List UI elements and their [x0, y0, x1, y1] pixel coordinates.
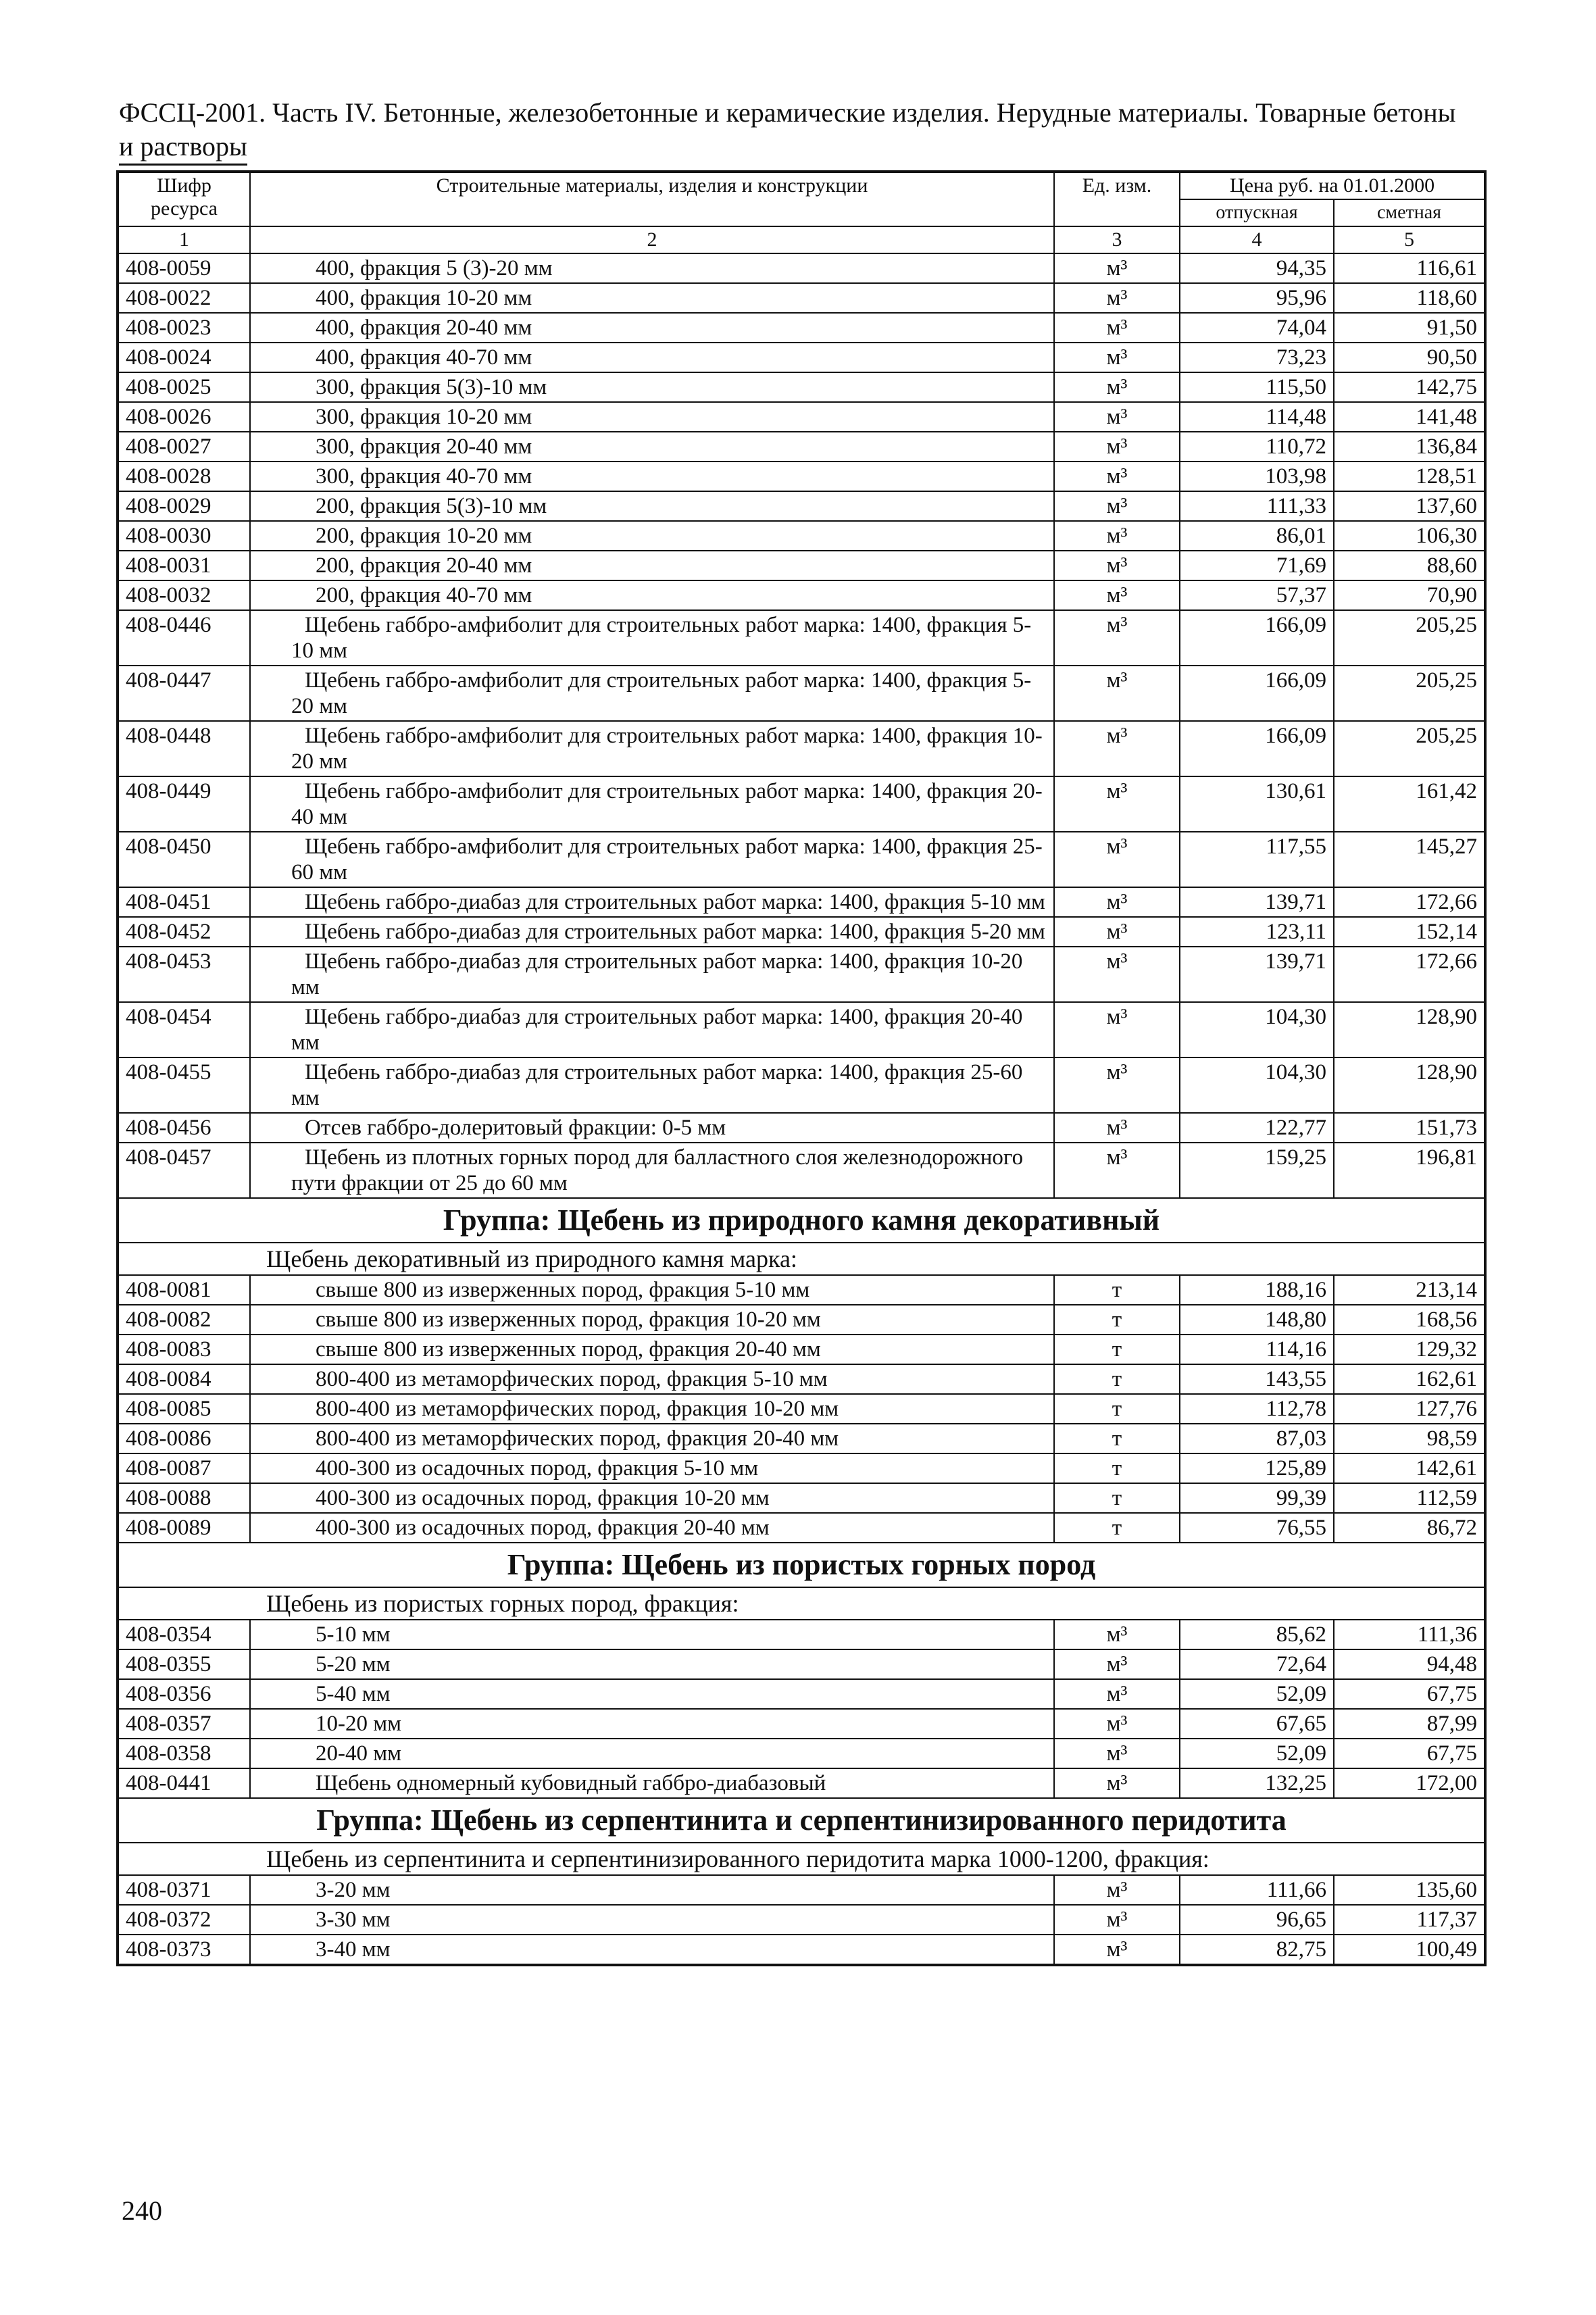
estimate-price: 67,75 — [1334, 1739, 1485, 1768]
subgroup-title: Щебень декоративный из природного камня марка: — [118, 1243, 1485, 1275]
estimate-price: 128,51 — [1334, 462, 1485, 491]
release-price: 130,61 — [1180, 776, 1334, 832]
resource-code: 408-0031 — [118, 551, 250, 580]
release-price: 82,75 — [1180, 1935, 1334, 1965]
unit: м³ — [1054, 283, 1180, 313]
unit: м³ — [1054, 551, 1180, 580]
resource-code: 408-0446 — [118, 610, 250, 666]
unit: м³ — [1054, 1113, 1180, 1143]
material-name: Щебень габбро-амфиболит для строительных работ марка: 1400, фракция 20-40 мм — [250, 776, 1054, 832]
material-name: 400-300 из осадочных пород, фракция 20-40 мм — [250, 1513, 1054, 1543]
price-table — [116, 170, 1487, 1966]
table-row — [118, 580, 1485, 610]
unit: м³ — [1054, 432, 1180, 462]
estimate-price: 128,90 — [1334, 1057, 1485, 1113]
table-row — [118, 521, 1485, 551]
table-row — [118, 372, 1485, 402]
estimate-price: 136,84 — [1334, 432, 1485, 462]
estimate-price: 86,72 — [1334, 1513, 1485, 1543]
estimate-price: 172,66 — [1334, 887, 1485, 917]
resource-code: 408-0085 — [118, 1394, 250, 1424]
estimate-price: 129,32 — [1334, 1335, 1485, 1364]
material-name: 400, фракция 40-70 мм — [250, 343, 1054, 372]
material-name: 800-400 из метаморфических пород, фракция 10-20 мм — [250, 1394, 1054, 1424]
col-number: 2 — [250, 226, 1054, 253]
header-subtitle: и растворы — [119, 130, 247, 166]
material-name: 3-40 мм — [250, 1935, 1054, 1965]
unit: м³ — [1054, 1679, 1180, 1709]
release-price: 139,71 — [1180, 947, 1334, 1002]
table-row — [118, 1275, 1485, 1305]
material-name: Щебень габбро-диабаз для строительных работ марка: 1400, фракция 25-60 мм — [250, 1057, 1054, 1113]
material-name: свыше 800 из изверженных пород, фракция 20-40 мм — [250, 1335, 1054, 1364]
table-row — [118, 1335, 1485, 1364]
table-row — [118, 1143, 1485, 1198]
release-price: 99,39 — [1180, 1483, 1334, 1513]
estimate-price: 94,48 — [1334, 1649, 1485, 1679]
estimate-price: 142,75 — [1334, 372, 1485, 402]
table-row — [118, 666, 1485, 721]
release-price: 166,09 — [1180, 610, 1334, 666]
group-header-row — [118, 1198, 1485, 1243]
resource-code: 408-0371 — [118, 1875, 250, 1905]
page-header — [119, 96, 1484, 166]
unit: м³ — [1054, 1905, 1180, 1935]
col-header-release-price: отпускная — [1180, 199, 1334, 226]
estimate-price: 172,66 — [1334, 947, 1485, 1002]
estimate-price: 162,61 — [1334, 1364, 1485, 1394]
unit: т — [1054, 1453, 1180, 1483]
material-name: 800-400 из метаморфических пород, фракция 5-10 мм — [250, 1364, 1054, 1394]
col-header-unit: Ед. изм. — [1054, 172, 1180, 226]
material-name: 400-300 из осадочных пород, фракция 10-20 мм — [250, 1483, 1054, 1513]
table-row — [118, 1424, 1485, 1453]
resource-code: 408-0084 — [118, 1364, 250, 1394]
unit: м³ — [1054, 917, 1180, 947]
material-name: 200, фракция 5(3)-10 мм — [250, 491, 1054, 521]
resource-code: 408-0354 — [118, 1620, 250, 1649]
resource-code: 408-0088 — [118, 1483, 250, 1513]
group-title: Группа: Щебень из серпентинита и серпентинизированного перидотита — [118, 1798, 1485, 1843]
col-header-name: Строительные материалы, изделия и конструкции — [250, 172, 1054, 226]
unit: м³ — [1054, 721, 1180, 776]
material-name: Щебень габбро-амфиболит для строительных работ марка: 1400, фракция 25-60 мм — [250, 832, 1054, 887]
resource-code: 408-0089 — [118, 1513, 250, 1543]
unit: м³ — [1054, 343, 1180, 372]
release-price: 115,50 — [1180, 372, 1334, 402]
estimate-price: 87,99 — [1334, 1709, 1485, 1739]
material-name: Щебень габбро-диабаз для строительных работ марка: 1400, фракция 5-20 мм — [250, 917, 1054, 947]
resource-code: 408-0355 — [118, 1649, 250, 1679]
release-price: 95,96 — [1180, 283, 1334, 313]
material-name: 400, фракция 5 (3)-20 мм — [250, 253, 1054, 283]
group-header-row — [118, 1798, 1485, 1843]
unit: м³ — [1054, 1768, 1180, 1798]
resource-code: 408-0455 — [118, 1057, 250, 1113]
material-name: 10-20 мм — [250, 1709, 1054, 1739]
table-row — [118, 947, 1485, 1002]
estimate-price: 128,90 — [1334, 1002, 1485, 1057]
table-row — [118, 1305, 1485, 1335]
unit: м³ — [1054, 1935, 1180, 1965]
unit: м³ — [1054, 1739, 1180, 1768]
release-price: 96,65 — [1180, 1905, 1334, 1935]
page-number: 240 — [122, 2195, 162, 2226]
unit: м³ — [1054, 887, 1180, 917]
material-name: 300, фракция 5(3)-10 мм — [250, 372, 1054, 402]
release-price: 73,23 — [1180, 343, 1334, 372]
table-row — [118, 283, 1485, 313]
release-price: 122,77 — [1180, 1113, 1334, 1143]
resource-code: 408-0450 — [118, 832, 250, 887]
release-price: 104,30 — [1180, 1057, 1334, 1113]
column-numbers-row — [118, 226, 1485, 253]
table-row — [118, 776, 1485, 832]
table-row — [118, 551, 1485, 580]
material-name: Щебень габбро-диабаз для строительных работ марка: 1400, фракция 10-20 мм — [250, 947, 1054, 1002]
table-row — [118, 1394, 1485, 1424]
unit: м³ — [1054, 491, 1180, 521]
material-name: 5-20 мм — [250, 1649, 1054, 1679]
table-row — [118, 887, 1485, 917]
estimate-price: 135,60 — [1334, 1875, 1485, 1905]
release-price: 166,09 — [1180, 666, 1334, 721]
resource-code: 408-0087 — [118, 1453, 250, 1483]
estimate-price: 151,73 — [1334, 1113, 1485, 1143]
table-row — [118, 1002, 1485, 1057]
release-price: 57,37 — [1180, 580, 1334, 610]
table-row — [118, 1709, 1485, 1739]
unit: м³ — [1054, 1143, 1180, 1198]
unit: т — [1054, 1483, 1180, 1513]
table-row — [118, 1935, 1485, 1965]
unit: т — [1054, 1364, 1180, 1394]
resource-code: 408-0029 — [118, 491, 250, 521]
table-body — [118, 253, 1485, 1965]
material-name: 200, фракция 40-70 мм — [250, 580, 1054, 610]
resource-code: 408-0452 — [118, 917, 250, 947]
resource-code: 408-0082 — [118, 1305, 250, 1335]
estimate-price: 205,25 — [1334, 666, 1485, 721]
release-price: 67,65 — [1180, 1709, 1334, 1739]
estimate-price: 161,42 — [1334, 776, 1485, 832]
material-name: Щебень габбро-амфиболит для строительных работ марка: 1400, фракция 10-20 мм — [250, 721, 1054, 776]
resource-code: 408-0447 — [118, 666, 250, 721]
unit: м³ — [1054, 1649, 1180, 1679]
resource-code: 408-0025 — [118, 372, 250, 402]
resource-code: 408-0358 — [118, 1739, 250, 1768]
table-row — [118, 1620, 1485, 1649]
estimate-price: 145,27 — [1334, 832, 1485, 887]
estimate-price: 141,48 — [1334, 402, 1485, 432]
resource-code: 408-0441 — [118, 1768, 250, 1798]
material-name: 3-20 мм — [250, 1875, 1054, 1905]
group-header-row — [118, 1543, 1485, 1587]
col-header-price: Цена руб. на 01.01.2000 — [1180, 172, 1485, 199]
table-row — [118, 1905, 1485, 1935]
unit: м³ — [1054, 372, 1180, 402]
resource-code: 408-0451 — [118, 887, 250, 917]
table-row — [118, 1453, 1485, 1483]
resource-code: 408-0457 — [118, 1143, 250, 1198]
unit: м³ — [1054, 462, 1180, 491]
material-name: 400, фракция 10-20 мм — [250, 283, 1054, 313]
material-name: Щебень габбро-диабаз для строительных работ марка: 1400, фракция 20-40 мм — [250, 1002, 1054, 1057]
table-row — [118, 1057, 1485, 1113]
estimate-price: 205,25 — [1334, 610, 1485, 666]
table-row — [118, 1513, 1485, 1543]
material-name: Щебень габбро-амфиболит для строительных работ марка: 1400, фракция 5-10 мм — [250, 610, 1054, 666]
estimate-price: 111,36 — [1334, 1620, 1485, 1649]
resource-code: 408-0372 — [118, 1905, 250, 1935]
resource-code: 408-0024 — [118, 343, 250, 372]
material-name: Щебень из плотных горных пород для балластного слоя железнодорожного пути фракции от 25 до 60 мм — [250, 1143, 1054, 1198]
header-title: ФССЦ-2001. Часть IV. Бетонные, железобетонные и керамические изделия. Нерудные материалы. Товарные бетоны — [119, 97, 1456, 128]
unit: м³ — [1054, 253, 1180, 283]
estimate-price: 112,59 — [1334, 1483, 1485, 1513]
release-price: 132,25 — [1180, 1768, 1334, 1798]
unit: м³ — [1054, 832, 1180, 887]
table-row — [118, 402, 1485, 432]
estimate-price: 116,61 — [1334, 253, 1485, 283]
unit: т — [1054, 1275, 1180, 1305]
resource-code: 408-0032 — [118, 580, 250, 610]
material-name: 5-40 мм — [250, 1679, 1054, 1709]
release-price: 148,80 — [1180, 1305, 1334, 1335]
release-price: 52,09 — [1180, 1739, 1334, 1768]
resource-code: 408-0023 — [118, 313, 250, 343]
release-price: 111,66 — [1180, 1875, 1334, 1905]
release-price: 86,01 — [1180, 521, 1334, 551]
unit: т — [1054, 1305, 1180, 1335]
material-name: 800-400 из метаморфических пород, фракция 20-40 мм — [250, 1424, 1054, 1453]
material-name: Щебень габбро-диабаз для строительных работ марка: 1400, фракция 5-10 мм — [250, 887, 1054, 917]
release-price: 125,89 — [1180, 1453, 1334, 1483]
release-price: 159,25 — [1180, 1143, 1334, 1198]
material-name: Щебень габбро-амфиболит для строительных работ марка: 1400, фракция 5-20 мм — [250, 666, 1054, 721]
col-number: 1 — [118, 226, 250, 253]
resource-code: 408-0086 — [118, 1424, 250, 1453]
table-row — [118, 1649, 1485, 1679]
subgroup-title: Щебень из серпентинита и серпентинизированного перидотита марка 1000-1200, фракция: — [118, 1843, 1485, 1875]
release-price: 74,04 — [1180, 313, 1334, 343]
resource-code: 408-0027 — [118, 432, 250, 462]
resource-code: 408-0022 — [118, 283, 250, 313]
table-row — [118, 491, 1485, 521]
material-name: 300, фракция 20-40 мм — [250, 432, 1054, 462]
material-name: 300, фракция 40-70 мм — [250, 462, 1054, 491]
release-price: 188,16 — [1180, 1275, 1334, 1305]
unit: м³ — [1054, 580, 1180, 610]
release-price: 166,09 — [1180, 721, 1334, 776]
table-row — [118, 432, 1485, 462]
col-number: 5 — [1334, 226, 1485, 253]
table-row — [118, 1113, 1485, 1143]
unit: м³ — [1054, 1709, 1180, 1739]
col-number: 4 — [1180, 226, 1334, 253]
unit: м³ — [1054, 1620, 1180, 1649]
release-price: 114,16 — [1180, 1335, 1334, 1364]
release-price: 112,78 — [1180, 1394, 1334, 1424]
table-row — [118, 313, 1485, 343]
col-header-estimate-price: сметная — [1334, 199, 1485, 226]
resource-code: 408-0356 — [118, 1679, 250, 1709]
estimate-price: 91,50 — [1334, 313, 1485, 343]
col-number: 3 — [1054, 226, 1180, 253]
estimate-price: 106,30 — [1334, 521, 1485, 551]
estimate-price: 70,90 — [1334, 580, 1485, 610]
col-header-code: Шифр ресурса — [118, 172, 250, 226]
material-name: 200, фракция 10-20 мм — [250, 521, 1054, 551]
release-price: 139,71 — [1180, 887, 1334, 917]
estimate-price: 117,37 — [1334, 1905, 1485, 1935]
estimate-price: 196,81 — [1334, 1143, 1485, 1198]
material-name: 400-300 из осадочных пород, фракция 5-10 мм — [250, 1453, 1054, 1483]
release-price: 103,98 — [1180, 462, 1334, 491]
resource-code: 408-0026 — [118, 402, 250, 432]
resource-code: 408-0083 — [118, 1335, 250, 1364]
estimate-price: 205,25 — [1334, 721, 1485, 776]
release-price: 117,55 — [1180, 832, 1334, 887]
material-name: 300, фракция 10-20 мм — [250, 402, 1054, 432]
table-row — [118, 1679, 1485, 1709]
group-title: Группа: Щебень из природного камня декоративный — [118, 1198, 1485, 1243]
release-price: 76,55 — [1180, 1513, 1334, 1543]
table-row — [118, 917, 1485, 947]
release-price: 52,09 — [1180, 1679, 1334, 1709]
estimate-price: 100,49 — [1334, 1935, 1485, 1965]
table-row — [118, 721, 1485, 776]
subgroup-row — [118, 1243, 1485, 1275]
release-price: 87,03 — [1180, 1424, 1334, 1453]
release-price: 85,62 — [1180, 1620, 1334, 1649]
unit: м³ — [1054, 402, 1180, 432]
material-name: 400, фракция 20-40 мм — [250, 313, 1054, 343]
table-row — [118, 1768, 1485, 1798]
release-price: 110,72 — [1180, 432, 1334, 462]
table-row — [118, 462, 1485, 491]
group-title: Группа: Щебень из пористых горных пород — [118, 1543, 1485, 1587]
resource-code: 408-0028 — [118, 462, 250, 491]
material-name: свыше 800 из изверженных пород, фракция 10-20 мм — [250, 1305, 1054, 1335]
unit: т — [1054, 1513, 1180, 1543]
table-row — [118, 1483, 1485, 1513]
estimate-price: 152,14 — [1334, 917, 1485, 947]
unit: м³ — [1054, 947, 1180, 1002]
release-price: 104,30 — [1180, 1002, 1334, 1057]
resource-code: 408-0449 — [118, 776, 250, 832]
subgroup-title: Щебень из пористых горных пород, фракция: — [118, 1587, 1485, 1620]
table-row — [118, 610, 1485, 666]
release-price: 114,48 — [1180, 402, 1334, 432]
material-name: 3-30 мм — [250, 1905, 1054, 1935]
unit: м³ — [1054, 666, 1180, 721]
unit: т — [1054, 1394, 1180, 1424]
estimate-price: 127,76 — [1334, 1394, 1485, 1424]
estimate-price: 98,59 — [1334, 1424, 1485, 1453]
estimate-price: 137,60 — [1334, 491, 1485, 521]
resource-code: 408-0454 — [118, 1002, 250, 1057]
subgroup-row — [118, 1587, 1485, 1620]
material-name: 5-10 мм — [250, 1620, 1054, 1649]
unit: м³ — [1054, 610, 1180, 666]
resource-code: 408-0448 — [118, 721, 250, 776]
table-row — [118, 1739, 1485, 1768]
subgroup-row — [118, 1843, 1485, 1875]
unit: м³ — [1054, 1875, 1180, 1905]
unit: т — [1054, 1424, 1180, 1453]
resource-code: 408-0373 — [118, 1935, 250, 1965]
table-row — [118, 832, 1485, 887]
resource-code: 408-0357 — [118, 1709, 250, 1739]
resource-code: 408-0456 — [118, 1113, 250, 1143]
table-row — [118, 1364, 1485, 1394]
release-price: 123,11 — [1180, 917, 1334, 947]
unit: м³ — [1054, 1057, 1180, 1113]
table-row — [118, 253, 1485, 283]
material-name: 20-40 мм — [250, 1739, 1054, 1768]
material-name: 200, фракция 20-40 мм — [250, 551, 1054, 580]
material-name: Щебень одномерный кубовидный габбро-диабазовый — [250, 1768, 1054, 1798]
estimate-price: 142,61 — [1334, 1453, 1485, 1483]
estimate-price: 213,14 — [1334, 1275, 1485, 1305]
table-row — [118, 1875, 1485, 1905]
release-price: 111,33 — [1180, 491, 1334, 521]
unit: т — [1054, 1335, 1180, 1364]
unit: м³ — [1054, 776, 1180, 832]
estimate-price: 172,00 — [1334, 1768, 1485, 1798]
release-price: 71,69 — [1180, 551, 1334, 580]
estimate-price: 88,60 — [1334, 551, 1485, 580]
unit: м³ — [1054, 521, 1180, 551]
resource-code: 408-0030 — [118, 521, 250, 551]
release-price: 94,35 — [1180, 253, 1334, 283]
estimate-price: 67,75 — [1334, 1679, 1485, 1709]
unit: м³ — [1054, 313, 1180, 343]
estimate-price: 90,50 — [1334, 343, 1485, 372]
material-name: свыше 800 из изверженных пород, фракция 5-10 мм — [250, 1275, 1054, 1305]
release-price: 72,64 — [1180, 1649, 1334, 1679]
resource-code: 408-0081 — [118, 1275, 250, 1305]
table-row — [118, 343, 1485, 372]
release-price: 143,55 — [1180, 1364, 1334, 1394]
unit: м³ — [1054, 1002, 1180, 1057]
resource-code: 408-0453 — [118, 947, 250, 1002]
resource-code: 408-0059 — [118, 253, 250, 283]
estimate-price: 118,60 — [1334, 283, 1485, 313]
estimate-price: 168,56 — [1334, 1305, 1485, 1335]
material-name: Отсев габбро-долеритовый фракции: 0-5 мм — [250, 1113, 1054, 1143]
